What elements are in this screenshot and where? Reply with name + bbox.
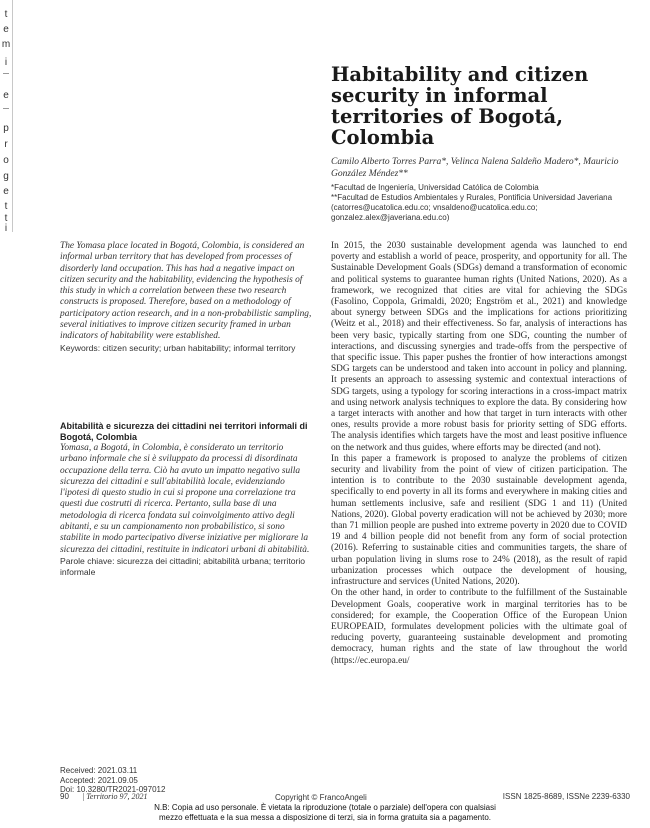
sidebar-letter: e <box>3 24 9 35</box>
sidebar-letter: t <box>4 201 8 212</box>
sidebar-letter: g <box>3 171 9 182</box>
body-text <box>331 241 627 769</box>
copyright: Copyright © FrancoAngeli <box>275 793 367 802</box>
italian-keywords: Parole chiave: sicurezza dei cittadini; abitabilità urbana; territorio informale <box>60 555 306 577</box>
sidebar-letter: e <box>3 90 9 101</box>
section-sidebar <box>0 0 13 232</box>
sidebar-letter: t <box>4 9 8 20</box>
author-affiliations <box>331 183 621 223</box>
notice-line: mezzo effettuata e la sua messa a disposizione di terzi, sia in forma gratuita sia a pagamento. <box>158 813 492 822</box>
keywords: Keywords: citizen security; urban habitability; informal territory <box>60 342 296 353</box>
journal-name: | Territorio 97, 2021 <box>82 792 148 801</box>
italian-abstract-text: Yomasa, a Bogotá, in Colombia, è considerato un territorio urbano informale che si è sviluppato da processi di disordinata occupazione della terra. Ciò ha avuto un impatto negativo sulla sicurezza dei cittadini e sull'abitabilità locale, evidenziando l'ipotesi di questo studio in cui si propone una correlazione tra questi due costrutti di ricerca. Pertanto, sulla base di una metodologia di ricerca fondata sul coinvolgimento attivo degli abitanti, e su un campionamento non probabilistico, si sono stabilite in modo partecipativo diverse iniziative per migliorare la sicurezza dei cittadini, restituite in indicatori urbani di abitabilità. <box>60 443 310 555</box>
sidebar-letter: m <box>1 39 11 50</box>
sidebar-letter: o <box>3 155 9 166</box>
doi: Doi: 10.3280/TR2021-097012 <box>60 785 166 794</box>
accepted-date: Accepted: 2021.09.05 <box>60 775 138 785</box>
affiliation-line: **Facultad de Estudios Ambientales y Rurales, Pontificia Universidad Javeriana <box>331 193 613 202</box>
abstract-italian <box>60 421 312 578</box>
sidebar-letter: i <box>4 223 8 234</box>
body-paragraph: In this paper a framework is proposed to analyze the problems of citizen security and livability from the point of view of citizen participation. The intention is to contribute to the 2030 sustainable development agenda, specifically to end poverty in all its forms and everywhere in making cities and human settlements inclusive, safe and resilient (SDG 1 and 11) (United Nations, 2020). Global poverty eradication will not be achieved by 2030; more than 71 million people are pushed into extreme poverty in 2020 due to COVID 19 and 4 billion people did not benefit from any form of social protection (2016). Referring to sustainable cities and communities targets, the share of urban population living in slums rose to 24% (2018), as the result of rapid urbanization processes which outpace the development of housing, infrastructure and services (United Nations, 2020). <box>331 453 627 588</box>
article-dates <box>60 766 260 795</box>
article-title: Habitability and citizen security in informal territories of Bogotá, Colombia <box>331 63 589 149</box>
body-paragraph: On the other hand, in order to contribute to the fulfillment of the Sustainable Development Goals, cooperative work in marginal territories has to be considered; for example, the Cooperation Office of the European Union EUROPEAID, formulates development policies with the ultimate goal of reducing poverty, guaranteeing sustainable development and promoting democracy, human rights and the state of law throughout the world (https://ec.europa.eu/ <box>331 588 627 666</box>
author-emails: (catorres@ucatolica.edu.co; vnsaldeno@ucatolica.edu.co; gonzalez.alex@javeriana.edu.co) <box>331 203 538 222</box>
sidebar-separator <box>3 108 9 109</box>
usage-notice <box>0 803 650 823</box>
received-date: Received: 2021.03.11 <box>60 766 138 775</box>
sidebar-letter: e <box>3 186 9 197</box>
abstract-english <box>60 241 312 354</box>
sidebar-letter: p <box>3 123 9 134</box>
page-number: 90 <box>60 792 69 801</box>
body-paragraph: In 2015, the 2030 sustainable development agenda was launched to end poverty and establish a world of peace, prosperity, and opportunity for all. The Sustainable Development Goals (SDGs) demand a transformation of economic and political systems to guarantee human rights (United Nations, 2020). As a framework, we recognized that cities are vital for achieving the SDGs (Fasolino, Coppola, Grimaldi, 2020; Engström et al., 2021) and knowledge about synergy between SDGs and the implications for actions prioritizing (Weitz et al., 2018) and their effectiveness. So far, analysis of interactions has been very basic, typically starting from one SDG, counting the number of interactions, and discussing synergies and trade-offs from the perspective of that specific issue. This paper pushes the frontier of how interactions amongst SDG targets can be understood and taken into account in policy and planning. It presents an approach to assessing systemic and contextual interactions of SDG targets, using a typology for scoring interactions in a cross-impact matrix and using network analysis techniques to explore the data. By considering how a target interacts with another and how that target in turn interacts with other ones, results provide a more robust basis for priority setting of SDG efforts. The analysis identifies which targets have the most and least positive influence on the network and thus guides, where efforts may be directed (and not). <box>331 241 627 453</box>
issn: ISSN 1825-8689, ISSNe 2239-6330 <box>502 792 630 801</box>
affiliation-line: *Facultad de Ingeniería, Universidad Católica de Colombia <box>331 183 539 192</box>
sidebar-letter: t <box>4 213 8 224</box>
notice-line: N.B: Copia ad uso personale. È vietata la riproduzione (totale o parziale) dell'opera con qualsiasi <box>154 803 496 812</box>
sidebar-letter: i <box>4 57 8 68</box>
italian-title: Abitabilità e sicurezza dei cittadini nei territori informali di Bogotá, Colombia <box>60 421 308 442</box>
abstract-text: The Yomasa place located in Bogotá, Colombia, is considered an informal urban territory that has developed from processes of disorderly land occupation. This has had a negative impact on citizen security and the habitability, evidencing the hypothesis of this study in which a correlation between these two research constructs is proposed. Therefore, based on a methodology of participatory action research, and in a non-probabilistic sampling, several initiatives to improve citizen security framed in urban indicators of habitability were established. <box>60 241 312 342</box>
sidebar-letter: r <box>4 139 8 150</box>
article-authors: Camilo Alberto Torres Parra*, Velinca Nalena Saldeño Madero*, Mauricio González Méndez** <box>331 157 619 179</box>
sidebar-separator <box>3 73 9 74</box>
